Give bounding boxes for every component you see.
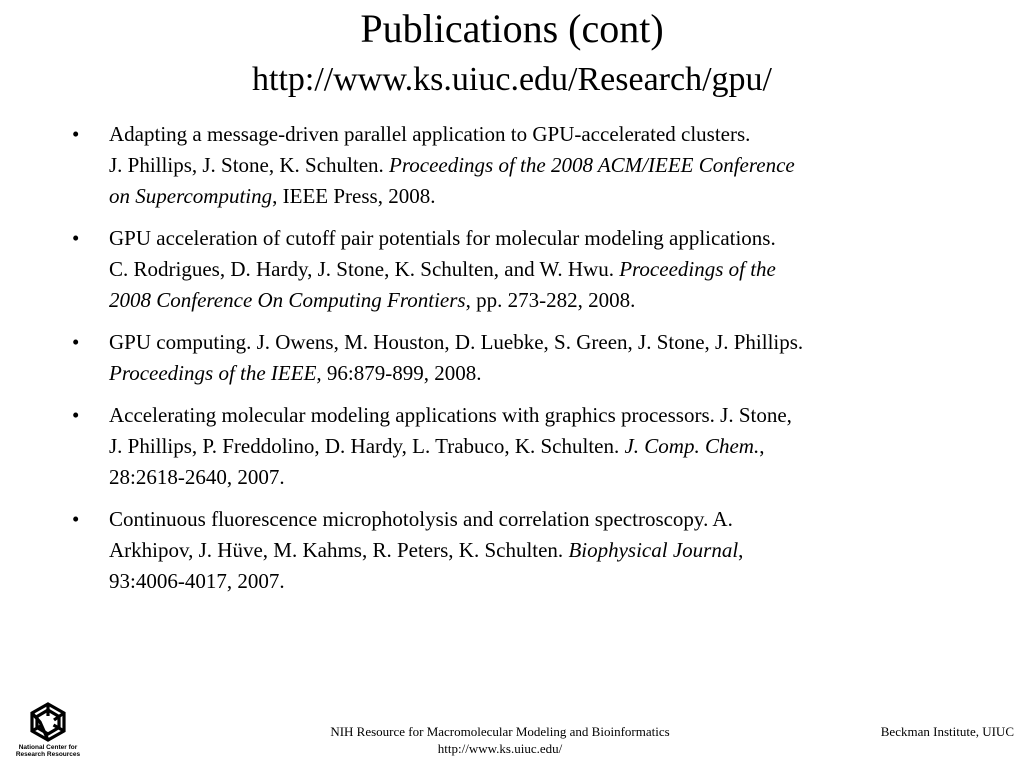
publication-line	[109, 285, 966, 316]
publication-line	[109, 119, 966, 150]
bullet-icon: •	[72, 330, 80, 354]
publication-venue: Proceedings of the	[619, 257, 776, 281]
publication-line	[109, 566, 966, 597]
publication-line	[109, 462, 966, 493]
publication-list	[66, 119, 966, 608]
publication-item	[66, 223, 966, 316]
publication-venue: Proceedings of the IEEE	[109, 361, 317, 385]
publication-line	[109, 535, 966, 566]
publication-line	[109, 150, 966, 181]
publication-line	[109, 504, 966, 535]
publication-text: Accelerating molecular modeling applications with graphics processors. J. Stone,	[109, 403, 792, 427]
publication-venue: J. Comp. Chem.	[624, 434, 760, 458]
footer-center	[250, 723, 750, 757]
publication-text: ,	[759, 434, 765, 458]
publication-text: GPU acceleration of cutoff pair potentials for molecular modeling applications.	[109, 226, 776, 250]
bullet-icon: •	[72, 507, 80, 531]
publication-item	[66, 327, 966, 389]
publication-line	[109, 400, 966, 431]
ncrr-logo	[10, 700, 86, 762]
publication-line	[109, 431, 966, 462]
publication-text: , pp. 273-282, 2008.	[465, 288, 636, 312]
ncrr-logo-text: National Center for Research Resources	[15, 744, 81, 758]
footer-resource-url: http://www.ks.uiuc.edu/	[437, 741, 563, 756]
publication-venue: Biophysical Journal	[568, 538, 739, 562]
publication-text: Continuous fluorescence microphotolysis and correlation spectroscopy. A.	[109, 507, 733, 531]
bullet-icon: •	[72, 122, 80, 146]
publication-text: ,	[738, 538, 744, 562]
bullet-icon: •	[72, 403, 80, 427]
publication-line	[109, 254, 966, 285]
publication-text: C. Rodrigues, D. Hardy, J. Stone, K. Schulten, and W. Hwu.	[109, 257, 620, 281]
publication-venue: 2008 Conference On Computing Frontiers	[109, 288, 466, 312]
publication-venue: Proceedings of the 2008 ACM/IEEE Conference	[389, 153, 795, 177]
publication-item	[66, 400, 966, 493]
page-subtitle-url: http://www.ks.uiuc.edu/Research/gpu/	[252, 61, 772, 98]
publication-line	[109, 223, 966, 254]
publication-item	[66, 504, 966, 597]
publication-text: J. Phillips, J. Stone, K. Schulten.	[109, 153, 390, 177]
footer-resource-name: NIH Resource for Macromolecular Modeling and Bioinformatics	[330, 724, 670, 739]
bullet-icon: •	[72, 226, 80, 250]
publication-text: J. Phillips, P. Freddolino, D. Hardy, L. Trabuco, K. Schulten.	[109, 434, 625, 458]
publication-line	[109, 181, 966, 212]
publication-text: 93:4006-4017, 2007.	[109, 569, 285, 593]
publication-text: Adapting a message-driven parallel application to GPU-accelerated clusters.	[109, 122, 751, 146]
page-title: Publications (cont)	[360, 6, 664, 51]
publication-text: 28:2618-2640, 2007.	[109, 465, 285, 489]
publication-item	[66, 119, 966, 212]
publication-text: , IEEE Press, 2008.	[272, 184, 436, 208]
ncrr-logo-icon	[10, 700, 86, 746]
publication-line	[109, 358, 966, 389]
publication-line	[109, 327, 966, 358]
publication-text: , 96:879-899, 2008.	[316, 361, 482, 385]
footer-institute: Beckman Institute, UIUC	[880, 724, 1014, 739]
publication-text: GPU computing. J. Owens, M. Houston, D. Luebke, S. Green, J. Stone, J. Phillips.	[109, 330, 804, 354]
publication-text: Arkhipov, J. Hüve, M. Kahms, R. Peters, K. Schulten.	[109, 538, 569, 562]
publication-venue: on Supercomputing	[109, 184, 273, 208]
